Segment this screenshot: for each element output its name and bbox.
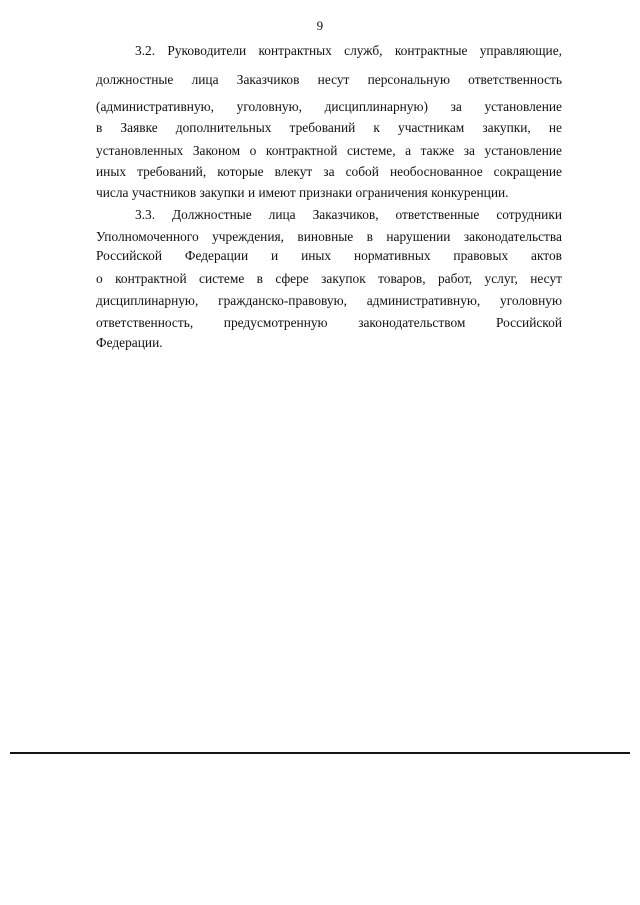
text-line: Федерации. — [96, 335, 163, 350]
text-line: 3.2. Руководители контрактных служб, контрактные управляющие, — [135, 43, 562, 58]
bottom-rule — [10, 752, 630, 754]
text-line: (административную, уголовную, дисциплинарную) за установление — [96, 99, 562, 114]
text-line: ответственность, предусмотренную законодательством Российской — [96, 315, 562, 330]
text-line: числа участников закупки и имеют признаки ограничения конкуренции. — [96, 185, 509, 200]
text-line: в Заявке дополнительных требований к участникам закупки, не — [96, 120, 562, 135]
text-line: Уполномоченного учреждения, виновные в нарушении законодательства — [96, 229, 562, 244]
text-line: дисциплинарную, гражданско-правовую, административную, уголовную — [96, 293, 562, 308]
text-line: Российской Федерации и иных нормативных правовых актов — [96, 248, 562, 263]
text-line: установленных Законом о контрактной системе, а также за установление — [96, 143, 562, 158]
text-line: о контрактной системе в сфере закупок товаров, работ, услуг, несут — [96, 271, 562, 286]
page-number: 9 — [316, 18, 324, 33]
text-line: должностные лица Заказчиков несут персональную ответственность — [96, 72, 562, 87]
text-line: иных требований, которые влекут за собой необоснованное сокращение — [96, 164, 562, 179]
text-line: 3.3. Должностные лица Заказчиков, ответственные сотрудники — [135, 207, 562, 222]
